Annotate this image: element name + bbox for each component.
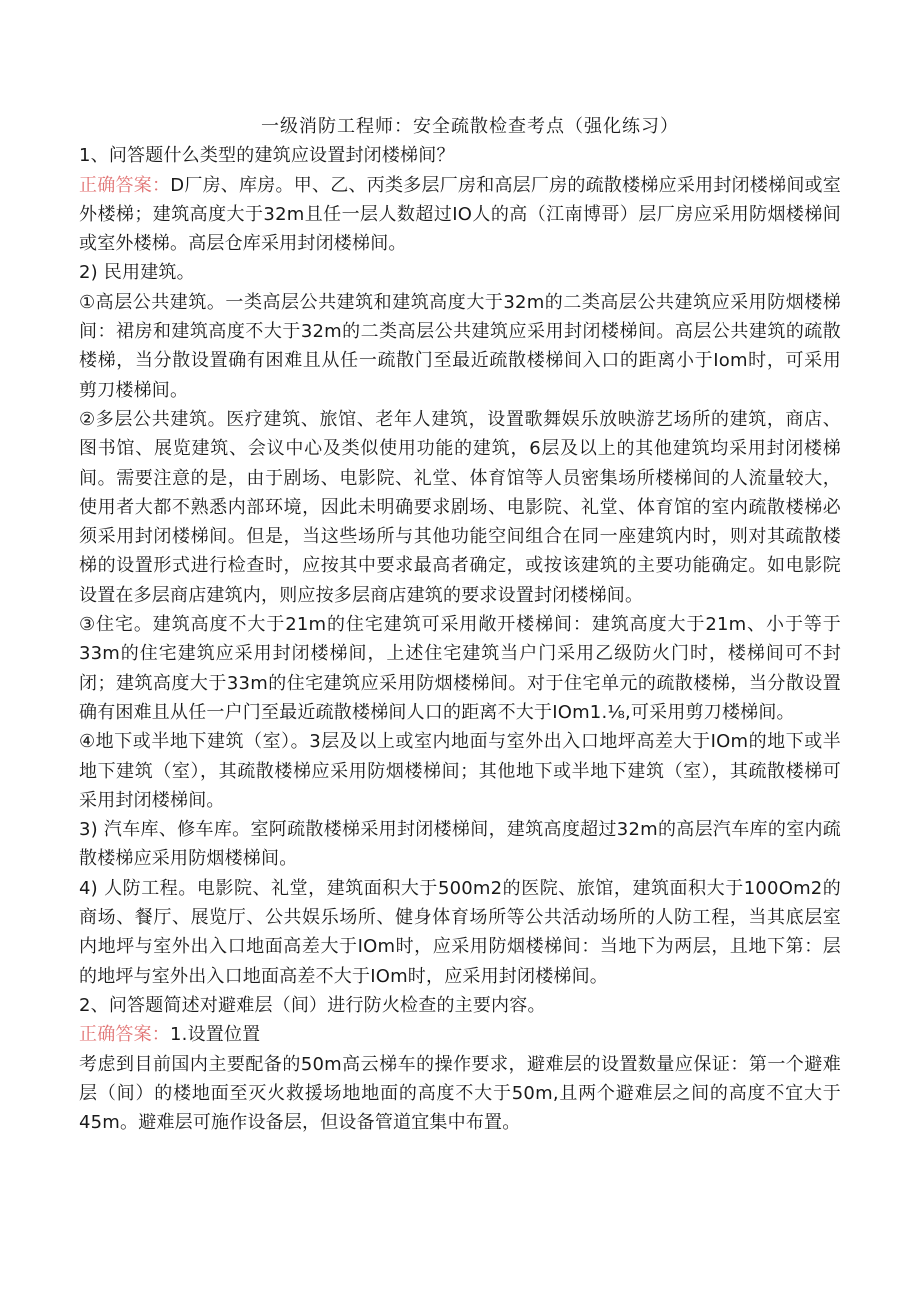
document-body xyxy=(79,112,841,1137)
answer-1-item-underground: ④地下或半地下建筑（室）。3层及以上或室内地面与室外出入口地坪高差大于IOm的地下或半地下建筑（室），其疏散楼梯应采用防烟楼梯间；其他地下或半地下建筑（室），其疏散楼梯可采用封闭楼梯间。 xyxy=(79,731,841,811)
answer-1-section-3: 3) 汽车库、修车库。室阿疏散楼梯采用封闭楼梯间，建筑高度超过32m的高层汽车库的室内疏散楼梯应采用防烟楼梯间。 xyxy=(79,819,841,870)
answer-2-paragraph: 考虑到目前国内主要配备的50m高云梯车的操作要求，避难层的设置数量应保证：第一个避难层（间）的楼地面至灭火救援场地地面的高度不大于50m,且两个避难层之间的高度不宜大于45m。避难层可施作设备层，但设备管道宜集中布置。 xyxy=(79,1053,841,1134)
answer-1-item-high-rise-public: ①高层公共建筑。一类高层公共建筑和建筑高度大于32m的二类高层公共建筑应采用防烟楼梯间：裙房和建筑高度不大于32m的二类高层公共建筑应采用封闭楼梯间。高层公共建筑的疏散楼梯，当分散设置确有困难且从任一疏散门至最近疏散楼梯间入口的距离小于Iom时，可采用剪刀楼梯间。 xyxy=(79,291,841,401)
question-2: 2、问答题简述对避难层（间）进行防火检查的主要内容。 xyxy=(79,994,546,1016)
page-title: 一级消防工程师：安全疏散检查考点（强化练习） xyxy=(261,116,679,137)
answer-label: 正确答案： xyxy=(79,174,171,196)
answer-1-text: D厂房、库房。甲、乙、丙类多层厂房和高层厂房的疏散楼梯应采用封闭楼梯间或室外楼梯；建筑高度大于32m且任一层人数超过IO人的高（江南博哥）层厂房应采用防烟楼梯间或室外楼梯。高层仓库采用封闭楼梯间。 xyxy=(79,174,841,255)
answer-2-intro xyxy=(79,1020,841,1049)
answer-1-intro xyxy=(79,171,841,259)
answer-2-text: 1.设置位置 xyxy=(170,1024,261,1046)
answer-1-section-4: 4) 人防工程。电影院、礼堂，建筑面积大于500m2的医院、旅馆，建筑面积大于100Om2的商场、餐厅、展览厅、公共娱乐场所、健身体育场所等公共活动场所的人防工程，当其底层室内地坪与室外出入口地面高差大于IOm时，应采用防烟楼梯间：当地下为两层，且地下第：层的地坪与室外出入口地面高差不大于IOm时，应采用封闭楼梯间。 xyxy=(79,877,841,987)
answer-1-item-residential: ③住宅。建筑高度不大于21m的住宅建筑可采用敞开楼梯间：建筑高度大于21m、小于等于33m的住宅建筑应采用封闭楼梯间，上述住宅建筑当户门采用乙级防火门时，楼梯间可不封闭；建筑高度大于33m的住宅建筑应采用防烟楼梯间。对于住宅单元的疏散楼梯，当分散设置确有困难且从任一户门至最近疏散楼梯间人口的距离不大于IOm1.⅛,可采用剪刀楼梯间。 xyxy=(79,614,841,723)
answer-1-item-multi-storey-public: ②多层公共建筑。医疗建筑、旅馆、老年人建筑，设置歌舞娱乐放映游艺场所的建筑，商店、图书馆、展览建筑、会议中心及类似使用功能的建筑，6层及以上的其他建筑均采用封闭楼梯间。需要注意的是，由于剧场、电影院、礼堂、体育馆等人员密集场所楼梯间的人流量较大，使用者大都不熟悉内部环境，因此未明确要求剧场、电影院、礼堂、体育馆的室内疏散楼梯必须采用封闭楼梯间。但是，当这些场所与其他功能空间组合在同一座建筑内时，则对其疏散楼梯的设置形式进行检查时，应按其中要求最高者确定，或按该建筑的主要功能确定。如电影院设置在多层商店建筑内，则应按多层商店建筑的要求设置封闭楼梯间。 xyxy=(79,408,841,606)
answer-label: 正确答案： xyxy=(79,1024,170,1046)
answer-1-section-2: 2) 民用建筑。 xyxy=(79,262,195,284)
question-1: 1、问答题什么类型的建筑应设置封闭楼梯间？ xyxy=(79,145,455,167)
